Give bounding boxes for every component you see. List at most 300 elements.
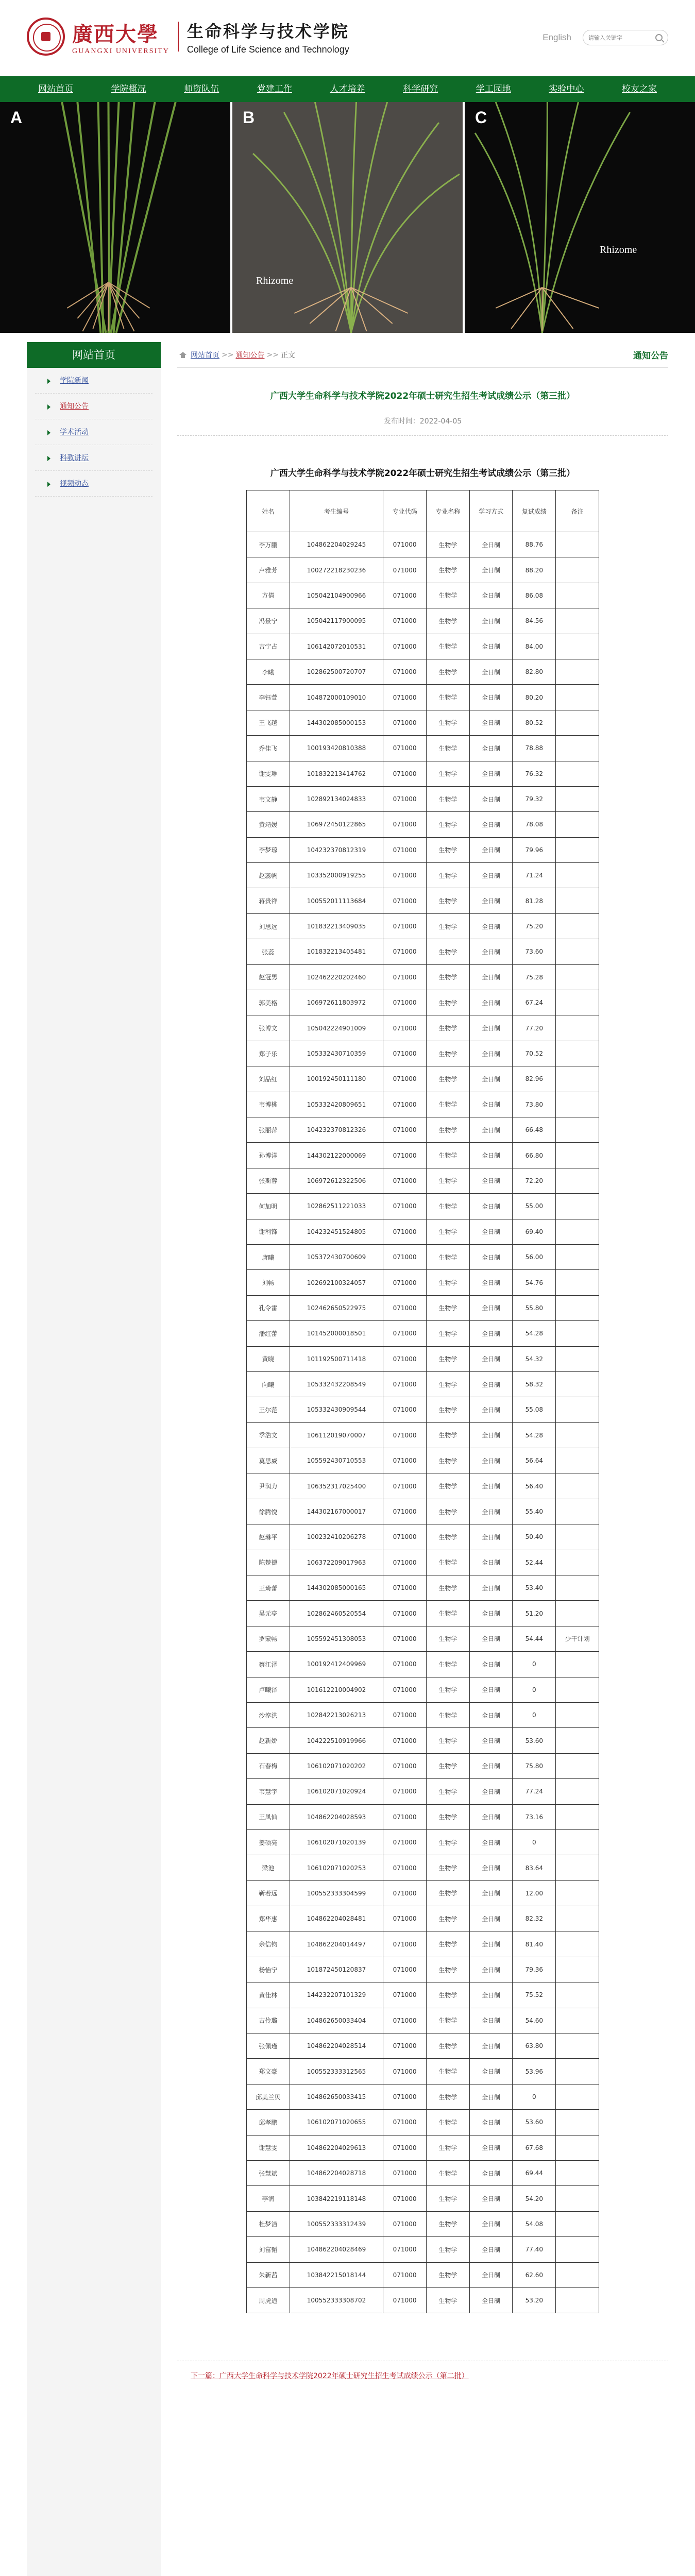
table-row — [247, 1117, 599, 1142]
cell-name: 赵蕊帆 — [247, 863, 290, 888]
cell-score: 54.20 — [513, 2186, 556, 2211]
cell-remark — [556, 1092, 599, 1117]
table-row — [247, 608, 599, 634]
cell-remark — [556, 1295, 599, 1320]
cell-study-mode: 全日制 — [469, 1117, 513, 1142]
cell-name: 冯景宁 — [247, 608, 290, 634]
cell-study-mode: 全日制 — [469, 532, 513, 557]
cell-exam-id: 104862204014497 — [290, 1931, 383, 1957]
section-name: 通知公告 — [633, 351, 668, 361]
sidebar-item-news[interactable]: 学院新闻 — [35, 368, 152, 394]
cell-remark — [556, 2084, 599, 2109]
cell-score: 0 — [513, 1652, 556, 1677]
cell-name: 陈楚德 — [247, 1550, 290, 1575]
table-row — [247, 2008, 599, 2033]
cell-exam-id: 103842215018144 — [290, 2262, 383, 2287]
cell-major-code: 071000 — [383, 1346, 427, 1371]
cell-remark — [556, 557, 599, 583]
cell-major-code: 071000 — [383, 1194, 427, 1219]
cell-remark — [556, 1855, 599, 1880]
cell-exam-id: 144302085000165 — [290, 1575, 383, 1601]
cell-exam-id: 104862204028481 — [290, 1906, 383, 1931]
nav-item-party[interactable]: 党建工作 — [257, 84, 292, 94]
cell-remark — [556, 1728, 599, 1753]
cell-name: 王尔范 — [247, 1397, 290, 1422]
cell-remark — [556, 1982, 599, 2008]
cell-exam-id: 100552333308702 — [290, 2287, 383, 2313]
cell-study-mode: 全日制 — [469, 2161, 513, 2186]
breadcrumb-home[interactable]: 网站首页 — [191, 351, 219, 360]
cell-major-code: 071000 — [383, 2135, 427, 2160]
cell-remark — [556, 786, 599, 811]
cell-name: 向曦 — [247, 1371, 290, 1397]
cell-major-name: 生物学 — [426, 2287, 469, 2313]
table-row — [247, 837, 599, 862]
cell-major-name: 生物学 — [426, 1244, 469, 1269]
cell-remark — [556, 1677, 599, 1702]
college-logo[interactable] — [27, 18, 349, 56]
cell-major-name: 生物学 — [426, 1550, 469, 1575]
cell-study-mode: 全日制 — [469, 1829, 513, 1855]
cell-score: 77.24 — [513, 1779, 556, 1804]
cell-exam-id: 100193420810388 — [290, 736, 383, 761]
cell-major-name: 生物学 — [426, 1473, 469, 1499]
cell-score: 53.20 — [513, 2287, 556, 2313]
cell-major-code: 071000 — [383, 888, 427, 913]
cell-name: 潘红蕾 — [247, 1321, 290, 1346]
cell-remark — [556, 1524, 599, 1550]
table-row — [247, 1702, 599, 1727]
cell-name: 赵冠男 — [247, 964, 290, 990]
cell-major-name: 生物学 — [426, 1499, 469, 1524]
cell-major-name: 生物学 — [426, 1321, 469, 1346]
cell-remark — [556, 2211, 599, 2236]
cell-exam-id: 104872000109010 — [290, 685, 383, 710]
sidebar-item-notices[interactable]: 通知公告 — [35, 394, 152, 419]
column-header-major-code: 专业代码 — [383, 490, 427, 532]
cell-major-name: 生物学 — [426, 1906, 469, 1931]
nav-item-education[interactable]: 人才培养 — [330, 84, 365, 94]
nav-item-lab-center[interactable]: 实验中心 — [549, 84, 584, 94]
table-row — [247, 2186, 599, 2211]
cell-study-mode: 全日制 — [469, 1906, 513, 1931]
cell-score: 0 — [513, 1829, 556, 1855]
table-row — [247, 1346, 599, 1371]
cell-remark — [556, 863, 599, 888]
cell-remark — [556, 1804, 599, 1829]
table-row — [247, 1829, 599, 1855]
cell-exam-id: 106142072010531 — [290, 634, 383, 659]
cell-major-code: 071000 — [383, 2237, 427, 2262]
plant-illustration — [0, 102, 230, 333]
cell-major-name: 生物学 — [426, 2186, 469, 2211]
cell-remark — [556, 964, 599, 990]
rhizome-label-c: Rhizome — [600, 244, 637, 256]
table-row — [247, 583, 599, 608]
table-row — [247, 1855, 599, 1880]
cell-score: 50.40 — [513, 1524, 556, 1550]
cell-study-mode: 全日制 — [469, 913, 513, 939]
cell-exam-id: 101872450120837 — [290, 1957, 383, 1982]
cell-exam-id: 106102071020202 — [290, 1753, 383, 1778]
table-row — [247, 736, 599, 761]
cell-study-mode: 全日制 — [469, 786, 513, 811]
cell-remark — [556, 1371, 599, 1397]
results-table — [246, 490, 599, 2313]
cell-name: 古伶璐 — [247, 2008, 290, 2033]
breadcrumb-section[interactable]: 通知公告 — [235, 351, 265, 360]
cell-exam-id: 104862204028718 — [290, 2161, 383, 2186]
cell-exam-id: 105372430700609 — [290, 1244, 383, 1269]
cell-major-code: 071000 — [383, 1957, 427, 1982]
table-row — [247, 2161, 599, 2186]
cell-major-code: 071000 — [383, 1473, 427, 1499]
cell-score: 71.24 — [513, 863, 556, 888]
table-row — [247, 2237, 599, 2262]
cell-exam-id: 106352317025400 — [290, 1473, 383, 1499]
banner-panel-a — [0, 102, 230, 333]
table-row — [247, 1524, 599, 1550]
cell-study-mode: 全日制 — [469, 1371, 513, 1397]
cell-score: 83.64 — [513, 1855, 556, 1880]
cell-major-code: 071000 — [383, 659, 427, 684]
cell-score: 86.08 — [513, 583, 556, 608]
cell-name: 朱新茜 — [247, 2262, 290, 2287]
cell-name: 孔令雷 — [247, 1295, 290, 1320]
cell-remark — [556, 1422, 599, 1448]
cell-major-name: 生物学 — [426, 2110, 469, 2135]
college-name-cn: 生命科学与技术学院 — [187, 21, 349, 41]
cell-major-name: 生物学 — [426, 1295, 469, 1320]
cell-major-code: 071000 — [383, 1626, 427, 1651]
table-row — [247, 1499, 599, 1524]
cell-major-code: 071000 — [383, 1499, 427, 1524]
cell-remark — [556, 1117, 599, 1142]
cell-major-name: 生物学 — [426, 1194, 469, 1219]
cell-exam-id: 102862500720707 — [290, 659, 383, 684]
cell-study-mode: 全日制 — [469, 1804, 513, 1829]
cell-exam-id: 100552333304599 — [290, 1880, 383, 1906]
cell-major-name: 生物学 — [426, 1855, 469, 1880]
cell-study-mode: 全日制 — [469, 1677, 513, 1702]
cell-score: 56.00 — [513, 1244, 556, 1269]
cell-name: 李润 — [247, 2186, 290, 2211]
cell-major-code: 071000 — [383, 2211, 427, 2236]
cell-major-code: 071000 — [383, 1015, 427, 1041]
table-row — [247, 1677, 599, 1702]
cell-name: 石春梅 — [247, 1753, 290, 1778]
cell-name: 韦文静 — [247, 786, 290, 811]
cell-score: 84.56 — [513, 608, 556, 634]
cell-remark — [556, 1702, 599, 1727]
table-row — [247, 2287, 599, 2313]
cell-name: 张博文 — [247, 1015, 290, 1041]
cell-remark — [556, 1041, 599, 1066]
cell-exam-id: 104222510919966 — [290, 1728, 383, 1753]
cell-major-code: 071000 — [383, 736, 427, 761]
cell-exam-id: 104232370812326 — [290, 1117, 383, 1142]
cell-exam-id: 106972612322506 — [290, 1168, 383, 1193]
cell-score: 88.20 — [513, 557, 556, 583]
cell-exam-id: 144302085000153 — [290, 710, 383, 735]
cell-name: 黄晓 — [247, 1346, 290, 1371]
table-row — [247, 888, 599, 913]
panel-letter-b: B — [243, 108, 255, 127]
cell-major-name: 生物学 — [426, 1015, 469, 1041]
table-row — [247, 1906, 599, 1931]
cell-exam-id: 105042224901009 — [290, 1015, 383, 1041]
cell-study-mode: 全日制 — [469, 1270, 513, 1295]
cell-name: 郭美格 — [247, 990, 290, 1015]
table-row — [247, 634, 599, 659]
cell-major-name: 生物学 — [426, 990, 469, 1015]
cell-score: 54.76 — [513, 1270, 556, 1295]
nav-item-alumni[interactable]: 校友之家 — [622, 84, 657, 94]
cell-major-code: 071000 — [383, 1804, 427, 1829]
next-article-row — [177, 2361, 668, 2381]
cell-study-mode: 全日制 — [469, 1448, 513, 1473]
breadcrumb-separator: >> — [222, 350, 234, 359]
main-nav — [0, 76, 695, 102]
cell-study-mode: 全日制 — [469, 863, 513, 888]
cell-score: 73.80 — [513, 1092, 556, 1117]
site-header — [0, 0, 695, 76]
cell-remark — [556, 1346, 599, 1371]
cell-name: 卢雅芳 — [247, 557, 290, 583]
panel-letter-c: C — [475, 108, 487, 127]
cell-major-code: 071000 — [383, 1931, 427, 1957]
cell-major-name: 生物学 — [426, 1957, 469, 1982]
cell-remark — [556, 736, 599, 761]
nav-item-overview[interactable]: 学院概况 — [111, 84, 146, 94]
cell-study-mode: 全日制 — [469, 557, 513, 583]
table-row — [247, 1779, 599, 1804]
cell-major-code: 071000 — [383, 1371, 427, 1397]
cell-score: 53.60 — [513, 2110, 556, 2135]
table-row — [247, 1371, 599, 1397]
cell-major-name: 生物学 — [426, 1982, 469, 2008]
english-link[interactable]: English — [543, 32, 571, 42]
cell-major-code: 071000 — [383, 1321, 427, 1346]
cell-major-name: 生物学 — [426, 608, 469, 634]
cell-exam-id: 105592430710553 — [290, 1448, 383, 1473]
cell-exam-id: 106102071020655 — [290, 2110, 383, 2135]
cell-name: 罗蒙畅 — [247, 1626, 290, 1651]
cell-remark — [556, 1143, 599, 1168]
cell-score: 54.44 — [513, 1626, 556, 1651]
table-row — [247, 1219, 599, 1244]
cell-study-mode: 全日制 — [469, 1168, 513, 1193]
table-row — [247, 1143, 599, 1168]
nav-item-faculty[interactable]: 师资队伍 — [184, 84, 219, 94]
table-row — [247, 1753, 599, 1778]
plant-illustration — [465, 102, 695, 333]
cell-exam-id: 102692100324057 — [290, 1270, 383, 1295]
cell-exam-id: 101612210004902 — [290, 1677, 383, 1702]
university-name-cn: 廣西大學 — [72, 22, 159, 46]
cell-score: 51.20 — [513, 1601, 556, 1626]
cell-remark — [556, 685, 599, 710]
nav-item-students[interactable]: 学工园地 — [476, 84, 511, 94]
cell-exam-id: 100552011113684 — [290, 888, 383, 913]
cell-major-code: 071000 — [383, 583, 427, 608]
cell-study-mode: 全日制 — [469, 2262, 513, 2287]
cell-major-code: 071000 — [383, 1982, 427, 2008]
cell-remark — [556, 888, 599, 913]
sidebar-item-videos[interactable]: 视频动态 — [35, 471, 152, 497]
cell-score: 79.32 — [513, 786, 556, 811]
cell-exam-id: 100192450111180 — [290, 1066, 383, 1092]
cell-study-mode: 全日制 — [469, 2211, 513, 2236]
cell-remark — [556, 659, 599, 684]
cell-major-code: 071000 — [383, 1448, 427, 1473]
cell-name: 吴元亭 — [247, 1601, 290, 1626]
cell-remark — [556, 1194, 599, 1219]
cell-exam-id: 102462650522975 — [290, 1295, 383, 1320]
cell-major-code: 071000 — [383, 1219, 427, 1244]
cell-major-name: 生物学 — [426, 1143, 469, 1168]
cell-major-code: 071000 — [383, 786, 427, 811]
cell-exam-id: 105332420809651 — [290, 1092, 383, 1117]
cell-major-code: 071000 — [383, 863, 427, 888]
cell-study-mode: 全日制 — [469, 1194, 513, 1219]
cell-name: 邱孝鹏 — [247, 2110, 290, 2135]
cell-score: 80.20 — [513, 685, 556, 710]
sidebar-item-lectures[interactable]: 科教讲坛 — [35, 445, 152, 471]
search-input[interactable] — [588, 35, 649, 41]
cell-exam-id: 104862204029613 — [290, 2135, 383, 2160]
cell-name: 黄靖媛 — [247, 812, 290, 837]
cell-study-mode: 全日制 — [469, 2186, 513, 2211]
cell-exam-id: 104862204028514 — [290, 2033, 383, 2059]
cell-major-name: 生物学 — [426, 685, 469, 710]
banner-panel-b — [230, 102, 463, 333]
cell-major-name: 生物学 — [426, 583, 469, 608]
cell-major-name: 生物学 — [426, 1371, 469, 1397]
cell-major-name: 生物学 — [426, 964, 469, 990]
table-row — [247, 2084, 599, 2109]
breadcrumb — [179, 350, 295, 360]
cell-remark — [556, 1499, 599, 1524]
table-row — [247, 1194, 599, 1219]
table-title: 广西大学生命科学与技术学院2022年硕士研究生招生考试成绩公示（第三批） — [270, 468, 575, 479]
cell-name: 李万鹏 — [247, 532, 290, 557]
cell-exam-id: 100272218230236 — [290, 557, 383, 583]
sidebar-item-academic[interactable]: 学术活动 — [35, 419, 152, 445]
cell-study-mode: 全日制 — [469, 1143, 513, 1168]
table-row — [247, 2110, 599, 2135]
cell-major-code: 071000 — [383, 2059, 427, 2084]
table-row — [247, 913, 599, 939]
cell-score: 66.80 — [513, 1143, 556, 1168]
cell-score: 79.36 — [513, 1957, 556, 1982]
cell-study-mode: 全日制 — [469, 2287, 513, 2313]
table-row — [247, 1448, 599, 1473]
cell-study-mode: 全日制 — [469, 1575, 513, 1601]
cell-exam-id: 144302167000017 — [290, 1499, 383, 1524]
cell-major-name: 生物学 — [426, 2008, 469, 2033]
cell-remark — [556, 2186, 599, 2211]
cell-name: 郑华惠 — [247, 1906, 290, 1931]
logo-divider — [178, 22, 179, 52]
cell-name: 张蕊 — [247, 939, 290, 964]
column-header-exam-id: 考生编号 — [290, 490, 383, 532]
cell-remark — [556, 913, 599, 939]
cell-major-code: 071000 — [383, 1779, 427, 1804]
cell-major-name: 生物学 — [426, 2084, 469, 2109]
cell-score: 79.96 — [513, 837, 556, 862]
cell-major-code: 071000 — [383, 710, 427, 735]
cell-major-name: 生物学 — [426, 1092, 469, 1117]
search-icon[interactable] — [655, 34, 663, 41]
cell-major-name: 生物学 — [426, 1652, 469, 1677]
cell-exam-id: 101192500711418 — [290, 1346, 383, 1371]
cell-major-name: 生物学 — [426, 1448, 469, 1473]
cell-remark — [556, 583, 599, 608]
cell-exam-id: 104862204029245 — [290, 532, 383, 557]
publish-time: 发布时间：2022-04-05 — [177, 416, 668, 436]
cell-remark — [556, 990, 599, 1015]
nav-item-research[interactable]: 科学研究 — [403, 84, 438, 94]
cell-name: 谢利锋 — [247, 1219, 290, 1244]
cell-study-mode: 全日制 — [469, 608, 513, 634]
cell-remark — [556, 1906, 599, 1931]
cell-name: 沙淳洪 — [247, 1702, 290, 1727]
cell-exam-id: 105332432208549 — [290, 1371, 383, 1397]
cell-remark — [556, 2059, 599, 2084]
cell-remark — [556, 1753, 599, 1778]
cell-major-name: 生物学 — [426, 1728, 469, 1753]
cell-remark — [556, 1601, 599, 1626]
cell-study-mode: 全日制 — [469, 837, 513, 862]
cell-remark — [556, 837, 599, 862]
cell-study-mode: 全日制 — [469, 2110, 513, 2135]
cell-score: 67.24 — [513, 990, 556, 1015]
cell-score: 75.52 — [513, 1982, 556, 2008]
cell-study-mode: 全日制 — [469, 1779, 513, 1804]
cell-major-code: 071000 — [383, 1397, 427, 1422]
cell-major-name: 生物学 — [426, 2059, 469, 2084]
cell-major-name: 生物学 — [426, 2161, 469, 2186]
cell-major-code: 071000 — [383, 1550, 427, 1575]
cell-major-name: 生物学 — [426, 888, 469, 913]
cell-name: 邱美兰贝 — [247, 2084, 290, 2109]
nav-item-home[interactable]: 网站首页 — [38, 84, 73, 94]
cell-major-name: 生物学 — [426, 1168, 469, 1193]
cell-exam-id: 100232410206278 — [290, 1524, 383, 1550]
cell-major-name: 生物学 — [426, 1829, 469, 1855]
cell-remark — [556, 608, 599, 634]
cell-remark — [556, 1880, 599, 1906]
cell-study-mode: 全日制 — [469, 1601, 513, 1626]
cell-score: 75.80 — [513, 1753, 556, 1778]
cell-study-mode: 全日制 — [469, 583, 513, 608]
cell-major-name: 生物学 — [426, 1066, 469, 1092]
cell-major-name: 生物学 — [426, 1219, 469, 1244]
table-row — [247, 1728, 599, 1753]
cell-remark — [556, 1550, 599, 1575]
cell-name: 张丽萍 — [247, 1117, 290, 1142]
table-row — [247, 685, 599, 710]
cell-remark — [556, 710, 599, 735]
cell-major-code: 071000 — [383, 2084, 427, 2109]
cell-major-name: 生物学 — [426, 761, 469, 786]
next-article-link[interactable]: 下一篇：广西大学生命科学与技术学院2022年硕士研究生招生考试成绩公示（第二批） — [191, 2372, 469, 2381]
table-row — [247, 1397, 599, 1422]
table-row — [247, 2262, 599, 2287]
table-row — [247, 1092, 599, 1117]
cell-major-code: 071000 — [383, 964, 427, 990]
